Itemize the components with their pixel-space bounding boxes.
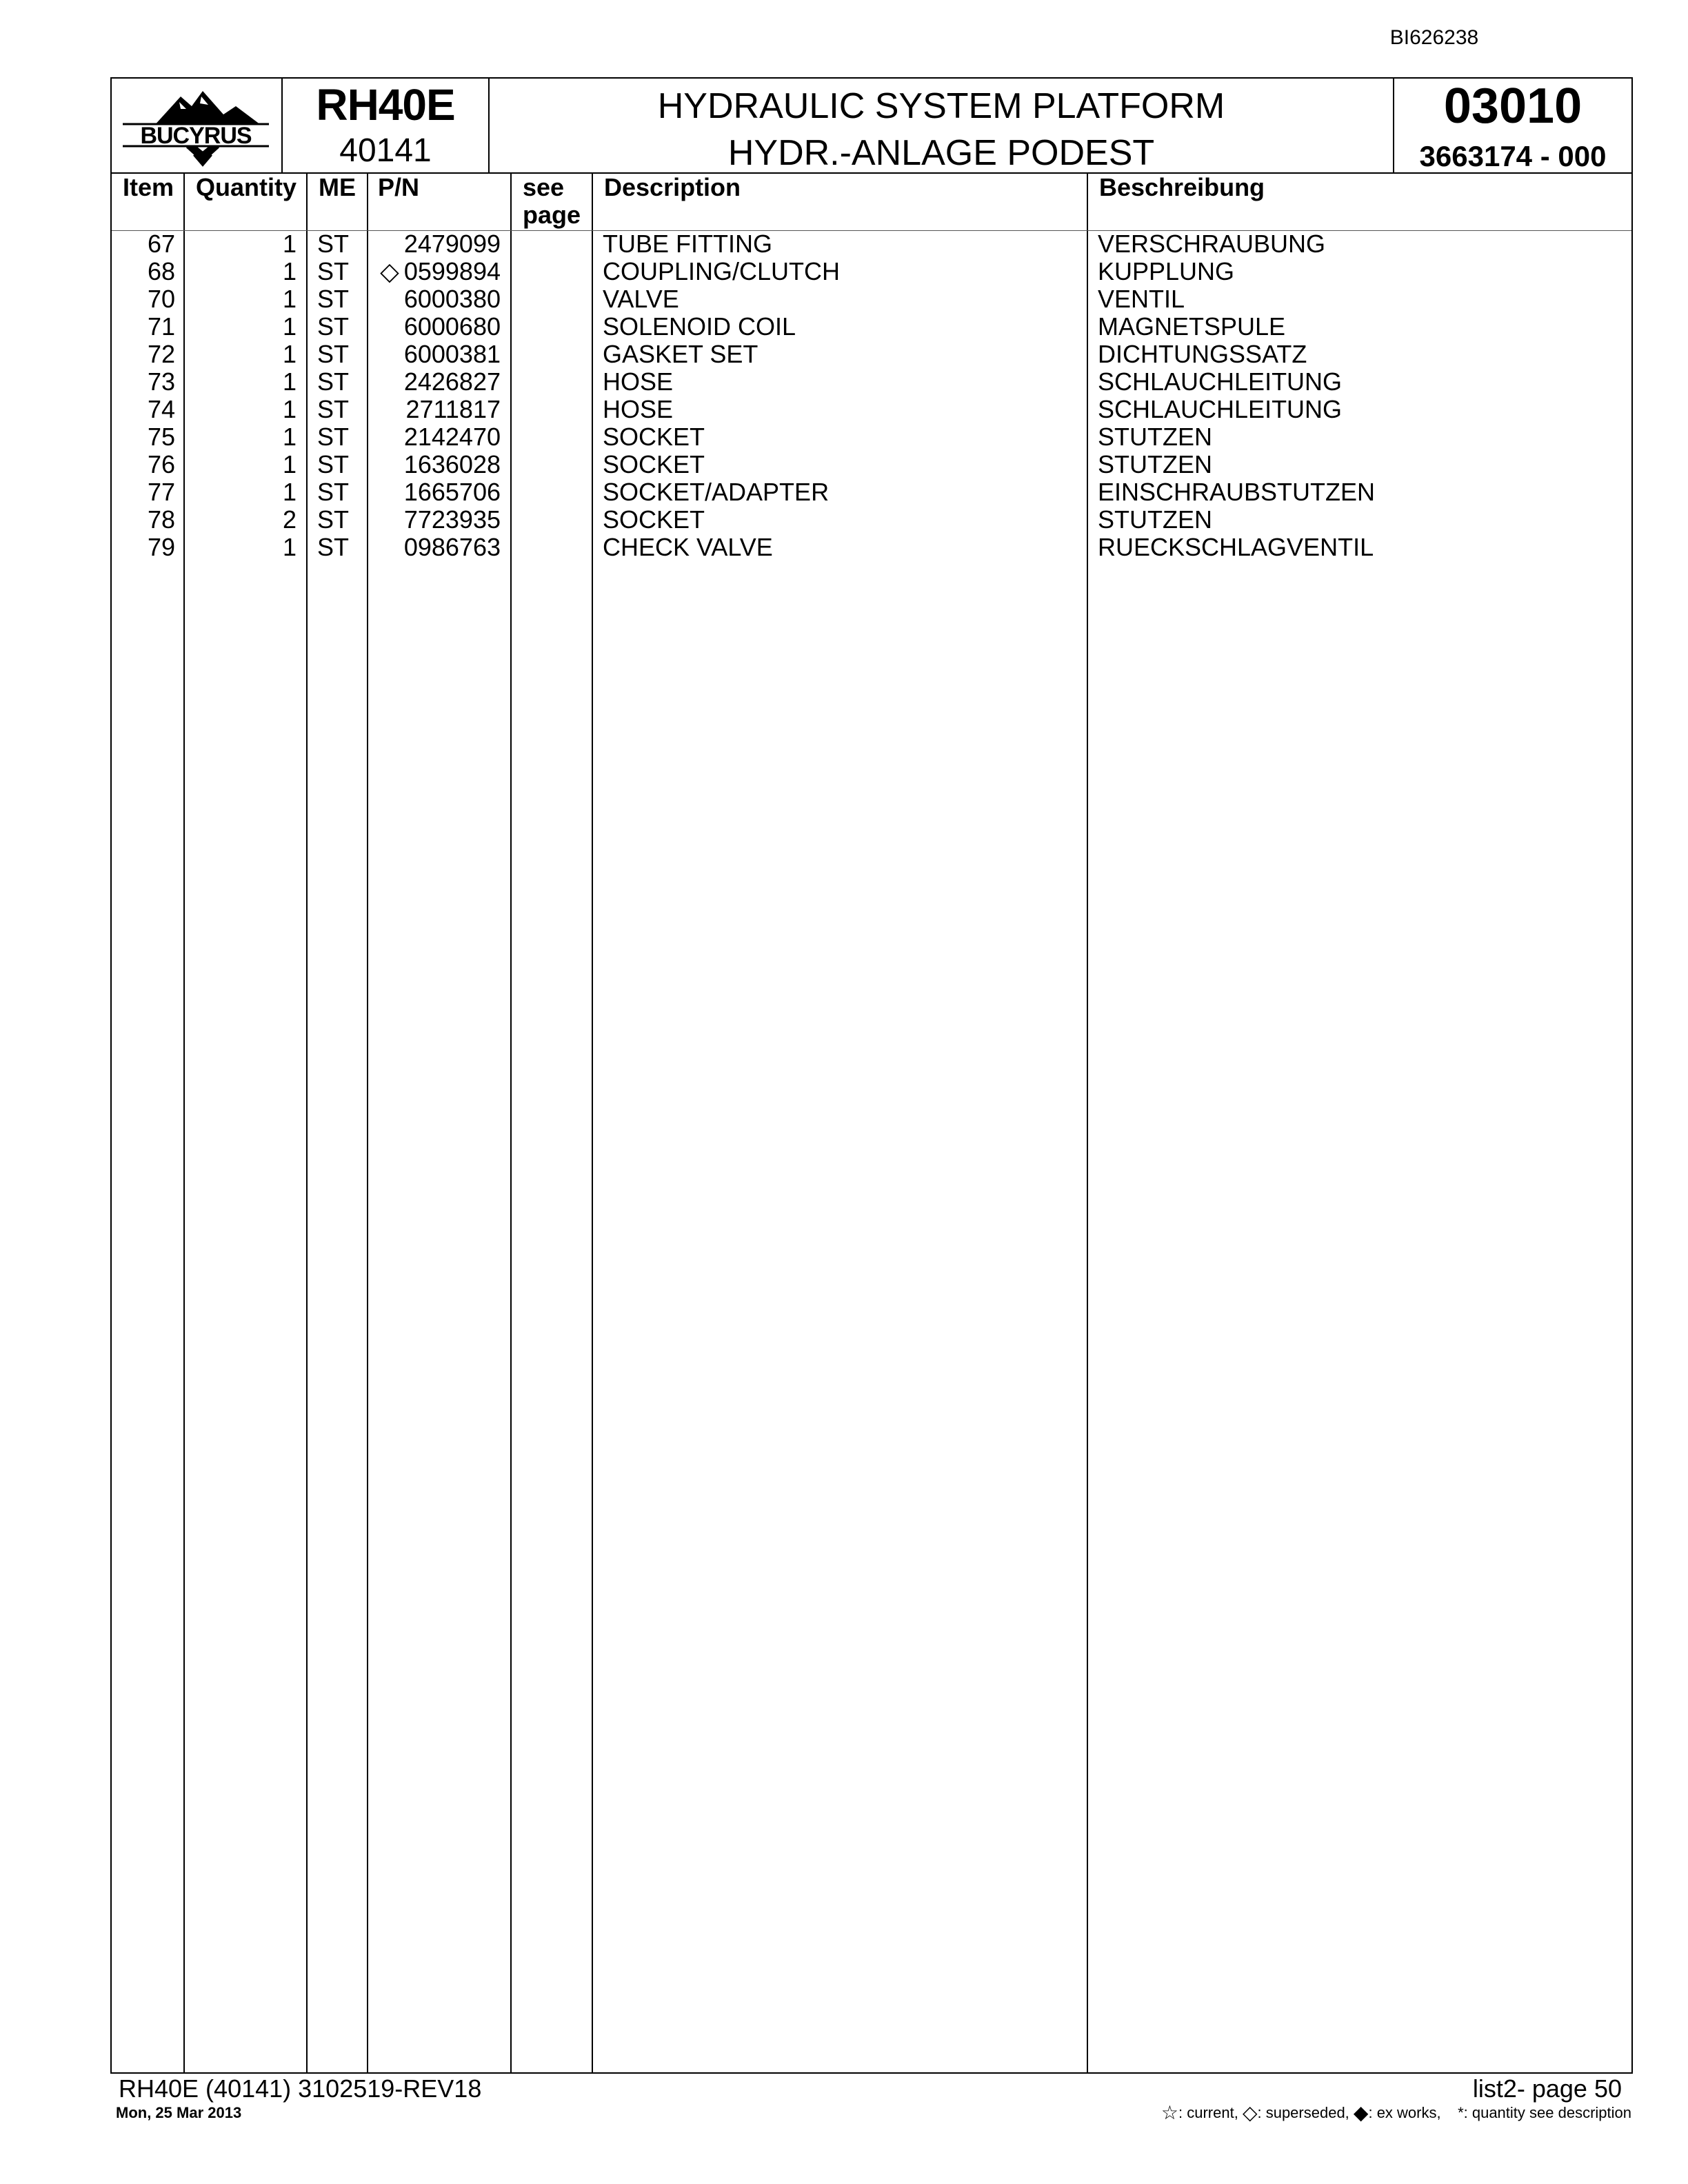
unit: ST xyxy=(317,478,350,506)
item-number: 76 xyxy=(147,450,175,478)
quantity: 1 xyxy=(282,285,297,313)
part-number: 6000680 xyxy=(403,312,501,341)
part-number: 1665706 xyxy=(403,478,501,506)
description: CHECK VALVE xyxy=(603,533,773,561)
part-number: 2142470 xyxy=(403,423,501,451)
column-header-pn: P/N xyxy=(378,173,420,201)
symbol-legend xyxy=(1161,2103,1631,2123)
legend-current: : current, xyxy=(1178,2104,1238,2121)
part-number: 0599894 xyxy=(403,257,501,285)
part-number: 6000381 xyxy=(403,340,501,368)
item-number: 74 xyxy=(147,395,175,423)
table-row xyxy=(112,368,1631,396)
beschreibung: RUECKSCHLAGVENTIL xyxy=(1098,533,1374,561)
column-header-description: Description xyxy=(604,173,741,201)
description: SOCKET/ADAPTER xyxy=(603,478,830,506)
table-row xyxy=(112,258,1631,285)
item-number: 67 xyxy=(147,230,175,258)
quantity: 1 xyxy=(282,257,297,285)
asterisk-icon: * xyxy=(1458,2104,1464,2121)
column-header-see-page: see xyxy=(523,173,565,201)
description: GASKET SET xyxy=(603,340,758,368)
unit: ST xyxy=(317,395,350,423)
quantity: 1 xyxy=(282,395,297,423)
column-header-me: ME xyxy=(319,173,356,201)
unit: ST xyxy=(317,257,350,285)
title-german: HYDR.-ANLAGE PODEST xyxy=(727,133,1155,173)
unit: ST xyxy=(317,423,350,451)
column-header-beschreibung: Beschreibung xyxy=(1099,173,1265,201)
description: SOCKET xyxy=(603,423,705,451)
unit: ST xyxy=(317,285,350,313)
column-header-quantity: Quantity xyxy=(196,173,297,201)
table-row xyxy=(112,423,1631,451)
footer-document-ref: RH40E (40141) 3102519-REV18 xyxy=(119,2074,482,2103)
diamond-filled-icon: ◆ xyxy=(1353,2102,1369,2123)
table-row xyxy=(112,478,1631,506)
table-row xyxy=(112,341,1631,368)
unit: ST xyxy=(317,340,350,368)
superseded-icon: ◇ xyxy=(380,257,399,285)
unit: ST xyxy=(317,505,350,534)
description: COUPLING/CLUTCH xyxy=(603,257,841,285)
beschreibung: STUTZEN xyxy=(1098,450,1212,478)
column-header-see-page-2: page xyxy=(523,201,581,229)
group-number: 03010 xyxy=(1443,79,1582,134)
footer-page-number: list2- page 50 xyxy=(1472,2074,1622,2103)
beschreibung: STUTZEN xyxy=(1098,505,1212,534)
table-row xyxy=(112,534,1631,561)
description: HOSE xyxy=(603,367,674,396)
model-name: RH40E xyxy=(316,80,455,130)
beschreibung: SCHLAUCHLEITUNG xyxy=(1098,395,1343,423)
document-id: BI626238 xyxy=(1389,26,1479,49)
diamond-outline-icon: ◇ xyxy=(1242,2102,1258,2123)
quantity: 1 xyxy=(282,533,297,561)
item-number: 70 xyxy=(147,285,175,313)
part-number: 2426827 xyxy=(403,367,501,396)
parts-table xyxy=(110,172,1633,2074)
quantity: 1 xyxy=(282,423,297,451)
description: SOCKET xyxy=(603,450,705,478)
item-number: 78 xyxy=(147,505,175,534)
legend-ex-works: : ex works, xyxy=(1368,2104,1441,2121)
item-number: 71 xyxy=(147,312,175,341)
item-number: 79 xyxy=(147,533,175,561)
beschreibung: DICHTUNGSSATZ xyxy=(1098,340,1307,368)
description: TUBE FITTING xyxy=(603,230,772,258)
logo-cell xyxy=(112,79,283,172)
beschreibung: SCHLAUCHLEITUNG xyxy=(1098,367,1343,396)
title-cell xyxy=(490,79,1394,172)
description: SOCKET xyxy=(603,505,705,534)
item-number: 73 xyxy=(147,367,175,396)
legend-superseded: : superseded, xyxy=(1257,2104,1349,2121)
quantity: 1 xyxy=(282,230,297,258)
assembly-number: 3663174 - 000 xyxy=(1419,140,1607,172)
part-number: 0986763 xyxy=(403,533,501,561)
beschreibung: STUTZEN xyxy=(1098,423,1212,451)
quantity: 1 xyxy=(282,450,297,478)
header-block xyxy=(110,77,1633,174)
bucyrus-logo xyxy=(112,79,280,172)
title-english: HYDRAULIC SYSTEM PLATFORM xyxy=(657,86,1225,126)
table-row xyxy=(112,285,1631,313)
part-number: 2479099 xyxy=(403,230,501,258)
beschreibung: EINSCHRAUBSTUTZEN xyxy=(1098,478,1376,506)
table-row xyxy=(112,230,1631,258)
table-row xyxy=(112,506,1631,534)
description: VALVE xyxy=(603,285,679,313)
unit: ST xyxy=(317,450,350,478)
group-cell xyxy=(1394,79,1631,172)
legend-quantity: : quantity see description xyxy=(1463,2104,1631,2121)
quantity: 1 xyxy=(282,367,297,396)
description: SOLENOID COIL xyxy=(603,312,796,341)
column-header-row xyxy=(112,172,1631,231)
table-row xyxy=(112,451,1631,478)
item-number: 75 xyxy=(147,423,175,451)
table-row xyxy=(112,313,1631,341)
unit: ST xyxy=(317,230,350,258)
quantity: 1 xyxy=(282,312,297,341)
beschreibung: MAGNETSPULE xyxy=(1098,312,1286,341)
quantity: 2 xyxy=(282,505,297,534)
quantity: 1 xyxy=(282,340,297,368)
svg-text:BUCYRUS: BUCYRUS xyxy=(140,123,252,149)
part-number: 6000380 xyxy=(403,285,501,313)
model-cell xyxy=(283,79,490,172)
beschreibung: VENTIL xyxy=(1098,285,1185,313)
item-number: 77 xyxy=(147,478,175,506)
unit: ST xyxy=(317,367,350,396)
star-icon: ☆ xyxy=(1160,2102,1178,2123)
table-row xyxy=(112,396,1631,423)
unit: ST xyxy=(317,533,350,561)
part-number: 2711817 xyxy=(405,395,501,423)
model-serial: 40141 xyxy=(339,132,432,169)
description: HOSE xyxy=(603,395,674,423)
quantity: 1 xyxy=(282,478,297,506)
item-number: 68 xyxy=(147,257,175,285)
part-number: 1636028 xyxy=(403,450,501,478)
beschreibung: KUPPLUNG xyxy=(1098,257,1235,285)
part-number: 7723935 xyxy=(403,505,501,534)
beschreibung: VERSCHRAUBUNG xyxy=(1098,230,1326,258)
item-number: 72 xyxy=(147,340,175,368)
footer-date: Mon, 25 Mar 2013 xyxy=(116,2104,242,2121)
unit: ST xyxy=(317,312,350,341)
column-header-item: Item xyxy=(123,173,174,201)
